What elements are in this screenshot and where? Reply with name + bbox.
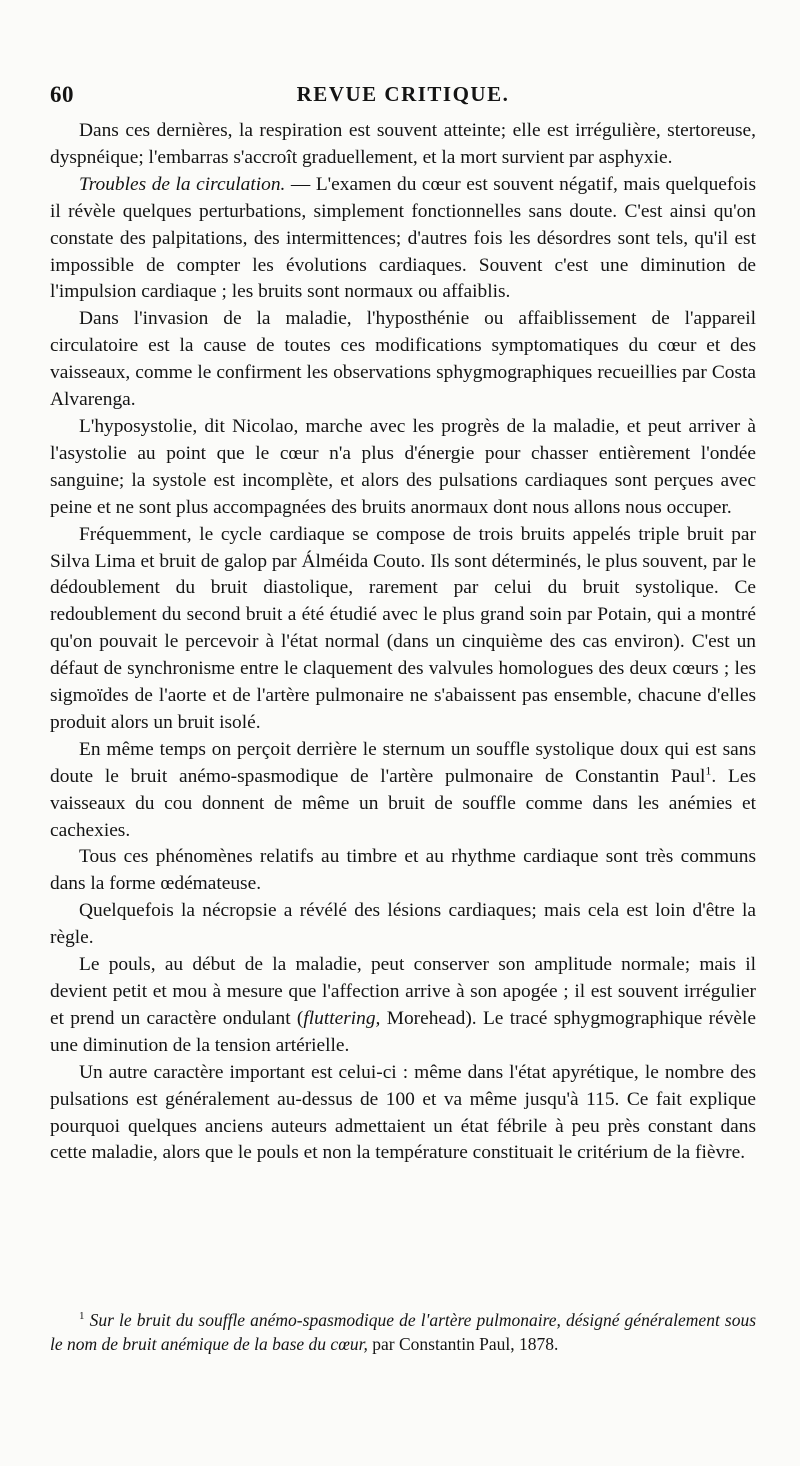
paragraph-text: Dans ces dernières, la respiration est souvent atteinte; elle est irrégulière, stertoreuse, dyspnéique; l'embarras s'accroît graduellement, et la mort survient par asphyxie. [50,120,756,168]
paragraph-text: Tous ces phénomènes relatifs au timbre et au rhythme cardiaque sont très communs dans la forme œdémateuse. [50,846,756,895]
paragraph-text: En même temps on perçoit derrière le sternum un souffle systolique doux qui est sans doute le bruit anémo-spasmodique de l'artère pulmonaire de Constantin Paul [50,738,756,787]
paragraph-text: Dans l'invasion de la maladie, l'hyposthénie ou affaiblissement de l'appareil circulatoire est la cause de toutes ces modifications symptomatiques du cœur et des vaisseaux, comme le confirment les observations sphygmographiques recueillies par Costa Alvarenga. [50,308,756,411]
paragraph-triple-bruit [50,522,756,737]
page-header [50,82,756,112]
paragraph-souffle [50,737,756,845]
running-head: REVUE CRITIQUE. [296,82,510,106]
paragraph-text: L'hyposystolie, dit Nicolao, marche avec les progrès de la maladie, et peut arriver à l'asystolie au point que le cœur n'a plus d'énergie pour chasser entièrement l'ondée sanguine; la systole est incomplète, et alors des pulsations cardiaques sont perçues avec peine et ne sont plus accompagnées des bruits anormaux dont nous allons nous occuper. [50,415,756,518]
paragraph-text: . Les vaisseaux du cou donnent de même un bruit de souffle comme dans les anémies et cachexies. [50,765,756,841]
body-text [50,118,756,1167]
footnote-rest: par Constantin Paul, 1878. [367,1334,559,1354]
paragraph-invasion [50,306,756,414]
paragraph-hyposystolie [50,414,756,522]
paragraph-text: Un autre caractère important est celui-ci : même dans l'état apyrétique, le nombre des pulsations est généralement au-dessus de 100 et va même jusqu'à 115. Ce fait explique pourquoi quelques anciens auteurs admettaient un état fébrile à peu près constant dans cette maladie, alors que le pouls et non la température constituait le critérium de la fièvre. [50,1061,756,1164]
paragraph-pulsations [50,1060,756,1168]
footnote-italic: Sur le bruit du souffle anémo-spasmodique de l'artère pulmonaire, désigné généralement sous le nom de bruit anémique de la base du cœur, [50,1310,757,1354]
footnote-reference: 1 [705,763,712,778]
paragraph-circulation [50,172,756,307]
paragraph-respiration [50,118,756,172]
paragraph-phenomenes [50,844,756,898]
paragraph-necropsie [50,898,756,952]
footnote-mark: 1 [79,1310,85,1323]
paragraph-text: Quelquefois la nécropsie a révélé des lésions cardiaques; mais cela est loin d'être la règle. [50,900,756,949]
paragraph-text: Le pouls, au début de la maladie, peut conserver son amplitude normale; mais il devient petit et mou à mesure que l'affection arrive à son apogée ; il est souvent irrégulier et prend un caractère ondulant ( [50,954,756,1029]
section-lead: Troubles de la circulation. [79,173,286,195]
paragraph-text: Morehead). Le tracé sphygmographique révèle une diminution de la tension artérielle. [50,1007,757,1056]
page-number: 60 [50,82,74,107]
footnote-text [50,1308,756,1356]
paragraph-text: — L'examen du cœur est souvent négatif, mais quelquefois il révèle quelques perturbations, simplement fonctionnelles sans doute. C'est ainsi qu'on constate des palpitations, des intermittences; d'autres fois les désordres sont tels, qu'il est impossible de compter les évolutions cardiaques. Souvent c'est une diminution de l'impulsion cardiaque ; les bruits sont normaux ou affaiblis. [50,173,756,303]
paragraph-pouls [50,952,756,1060]
paragraph-text: Fréquemment, le cycle cardiaque se compose de trois bruits appelés triple bruit par Silva Lima et bruit de galop par Álméida Couto. Ils sont déterminés, le plus souvent, par le dédoublement du bruit diastolique, rarement par celui du bruit systolique. Ce redoublement du second bruit a été étudié avec le plus grand soin par Potain, qui a montré qu'on pouvait le percevoir à l'état normal (dans un cinquième des cas environ). C'est un défaut de synchronisme entre le claquement des valvules homologues des deux cœurs ; les sigmoïdes de l'aorte et de l'artère pulmonaire ne s'abaissent pas ensemble, chacune d'elles produit alors un bruit isolé. [50,523,756,733]
footnote [50,1308,756,1356]
italic-term: fluttering, [303,1007,381,1029]
